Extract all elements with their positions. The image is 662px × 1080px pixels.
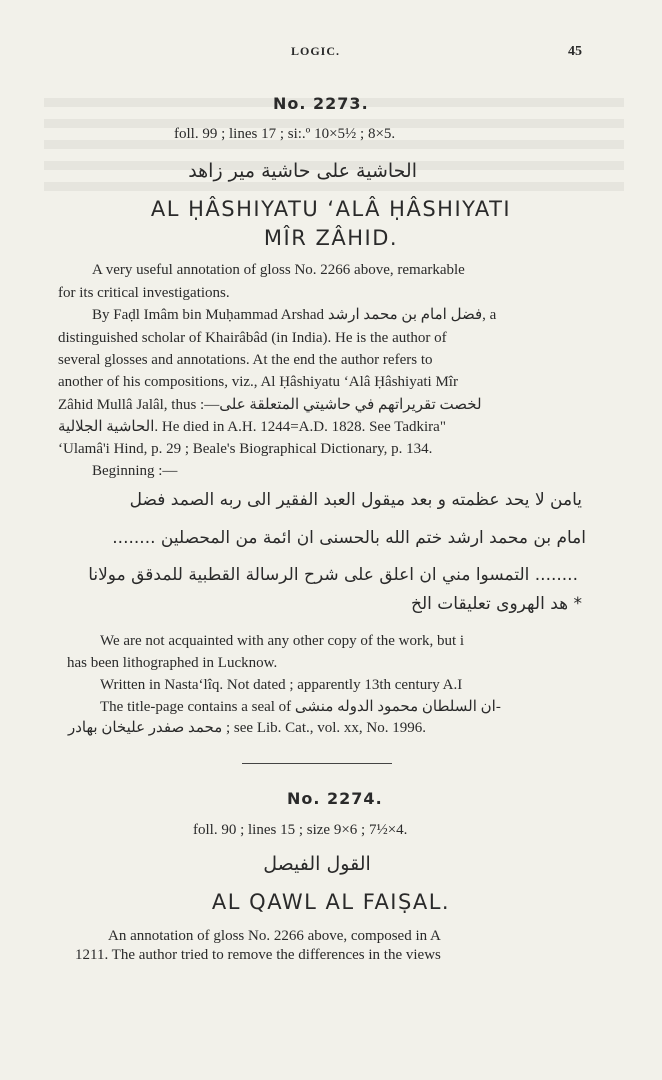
- page-number: 45: [568, 44, 582, 59]
- title-line-2-2273: MÎR ZÂHID.: [263, 226, 399, 250]
- section-divider: [242, 763, 392, 764]
- para5-line2: محمد صفدر عليخان بهادر ; see Lib. Cat., vol. xx, No. 1996.: [68, 720, 426, 736]
- entry-number-2274: No. 2274.: [287, 789, 383, 808]
- para4: Written in Nasta‘lîq. Not dated ; apparently 13th century A.I: [100, 677, 463, 693]
- para2-line4: another of his compositions, viz., Al Ḥâshiyatu ‘Alâ Ḥâshiyati Mîr: [58, 374, 458, 390]
- entry2-para1-line2: 1211. The author tried to remove the differences in the views: [75, 947, 441, 963]
- para5-line1: The title-page contains a seal of ان السلطان محمود الدوله منشى-: [100, 699, 501, 715]
- title-2274: AL QAWL AL FAIṢAL.: [211, 890, 451, 914]
- entry-number-2273: No. 2273.: [273, 94, 369, 113]
- entry2-para1-line1: An annotation of gloss No. 2266 above, composed in A: [108, 928, 441, 944]
- para1-line2: for its critical investigations.: [58, 285, 230, 301]
- arabic-quote-line2: امام بن محمد ارشد ختم الله بالحسنى ان ائمة من المحصلين ........: [112, 528, 586, 548]
- entry-foll-2273: foll. 99 ; lines 17 ; si:.º 10×5½ ; 8×5.: [174, 126, 396, 142]
- para2-line2: distinguished scholar of Khairâbâd (in India). He is the author of: [58, 330, 447, 346]
- entry-foll-2274: foll. 90 ; lines 15 ; size 9×6 ; 7½×4.: [193, 822, 408, 838]
- para3-line2: has been lithographed in Lucknow.: [67, 655, 278, 671]
- arabic-quote-line4: * هد الهروى تعليقات الخ: [411, 594, 582, 614]
- para2-line7: ‘Ulamâ'i Hind, p. 29 ; Beale's Biographical Dictionary, p. 134.: [58, 441, 433, 457]
- para1-line1: A very useful annotation of gloss No. 2266 above, remarkable: [92, 262, 465, 278]
- para2-line1: By Faḍl Imâm bin Muḥammad Arshad فضل امام بن محمد ارشد, a: [92, 307, 497, 323]
- title-line-1-2273: AL ḤÂSHIYATU ‘ALÂ ḤÂSHIYATI: [150, 197, 512, 221]
- arabic-title-2273: الحاشية على حاشية مير زاهد: [188, 160, 417, 182]
- para2-line5: Zâhid Mullâ Jalâl, thus :—لخصت تقريراتهم في حاشيتي المتعلقة على: [58, 397, 482, 413]
- para3-line1: We are not acquainted with any other copy of the work, but i: [100, 633, 465, 649]
- arabic-quote-line1: يامن لا يحد عظمته و بعد ميقول العبد الفقير الى ربه الصمد فضل: [129, 490, 582, 510]
- para2-line3: several glosses and annotations. At the end the author refers to: [58, 352, 433, 368]
- running-title: LOGIC.: [291, 44, 341, 58]
- para2-line6: الحاشية الجلالية. He died in A.H. 1244=A.D. 1828. See Tadkira": [58, 419, 446, 435]
- arabic-quote-line3: ........ التمسوا مني ان اعلق على شرح الرسالة القطبية للمدقق مولانا: [88, 565, 578, 585]
- arabic-title-2274: القول الفيصل: [263, 853, 371, 875]
- beginning-label: Beginning :—: [92, 463, 178, 479]
